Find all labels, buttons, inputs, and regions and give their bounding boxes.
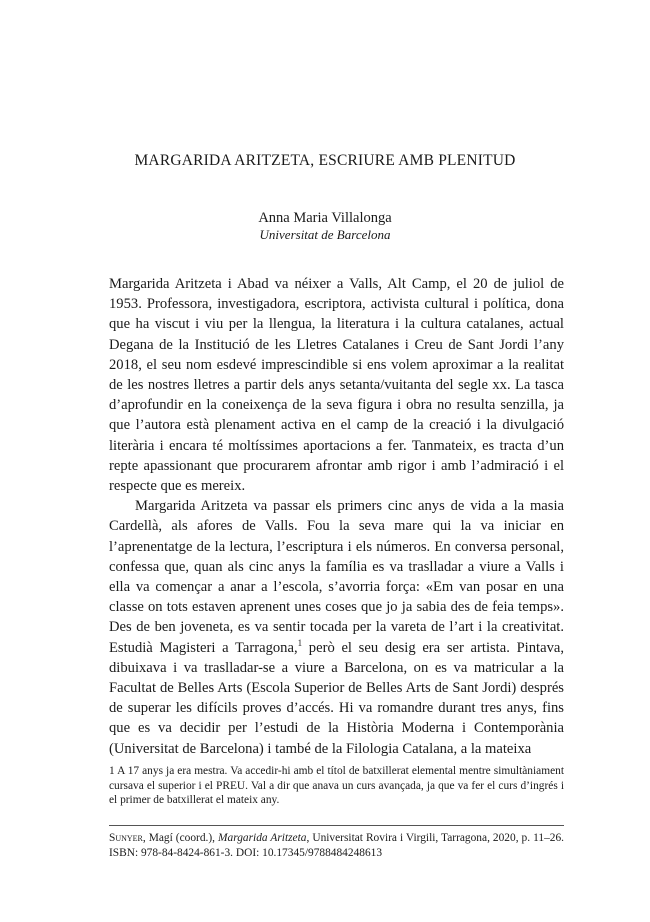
author-name: Anna Maria Villalonga (258, 210, 392, 226)
citation (109, 831, 564, 861)
body-paragraph (109, 496, 564, 759)
citation-book-title: Margarida Aritzeta (218, 832, 307, 844)
paragraph-text: però el seu desig era ser artista. Pintava, dibuixava i va traslladar-se a viure a Barcelona, on es va matricular a la Facultat de Belles Arts (Escola Superior de Belles Arts de Sant Jordi) després de superar les difícils proves d’accés. Hi va romandre durant tres anys, fins que es va decidir per l’estudi de la Història Moderna i Contemporània (Universitat de Barcelona) i també de la Filologia Catalana, a la mateixa (109, 639, 564, 757)
footnote: 1 A 17 anys ja era mestra. Va accedir-hi amb el títol de batxillerat elemental mentre simultàniament cursava el superior i el PREU. Val a dir que anava un curs avançada, ja que va fer el curs d’ingrés i el primer de batxillerat el mateix any. (109, 765, 564, 806)
citation-details: , Universitat Rovira i Virgili, Tarragona, 2020, p. 11–26. ISBN: 978-84-8424-861-3. DOI: 10.17345/9788484248613 (109, 832, 565, 859)
paragraph-text: Margarida Aritzeta va passar els primers cinc anys de vida a la masia Cardellà, als afores de Valls. Fou la seva mare qui la va iniciar en l’aprenentatge de la lectura, l’escriptura i els números. En conversa personal, confessa que, quan als cinc anys la família es va traslladar a viure a Valls i ella va començar a anar a l’escola, s’avorria força: «Em van posar en una classe on tots estaven aprenent unes coses que jo ja sabia des de feia temps». Des de ben joveneta, es va sentir tocada per la vareta de l’art i la creativitat. Estudià Magisteri a Tarragona, (109, 498, 564, 656)
chapter-title: MARGARIDA ARITZETA, ESCRIURE AMB PLENITUD (134, 152, 516, 169)
footnote-reference[interactable]: 1 (297, 637, 303, 648)
citation-author: Sunyer (109, 832, 143, 844)
body-text (109, 274, 564, 759)
citation-divider (109, 825, 564, 826)
body-paragraph: Margarida Aritzeta i Abad va néixer a Valls, Alt Camp, el 20 de juliol de 1953. Professora, investigadora, escriptora, activista cultural i política, dona que ha viscut i viu per la llengua, la literatura i la cultura catalanes, actual Degana de la Institució de les Lletres Catalanes i Creu de Sant Jordi l’any 2018, el seu nom esdevé imprescindible si ens volem aproximar a la realitat de les nostres lletres a partir dels anys setanta/vuitanta del segle xx. La tasca d’aprofundir en la coneixença de la seva figura i obra no resulta senzilla, ja que l’autora està plenament activa en el camp de la creació i la divulgació literària i encara té moltíssimes aportacions a fer. Tanmateix, es tracta d’un repte apassionant que procurarem afrontar amb rigor i amb l’admiració i el respecte que es mereix. (109, 276, 564, 495)
author-affiliation: Universitat de Barcelona (259, 227, 391, 242)
citation-author-rest: , Magí (coord.), (142, 832, 219, 844)
